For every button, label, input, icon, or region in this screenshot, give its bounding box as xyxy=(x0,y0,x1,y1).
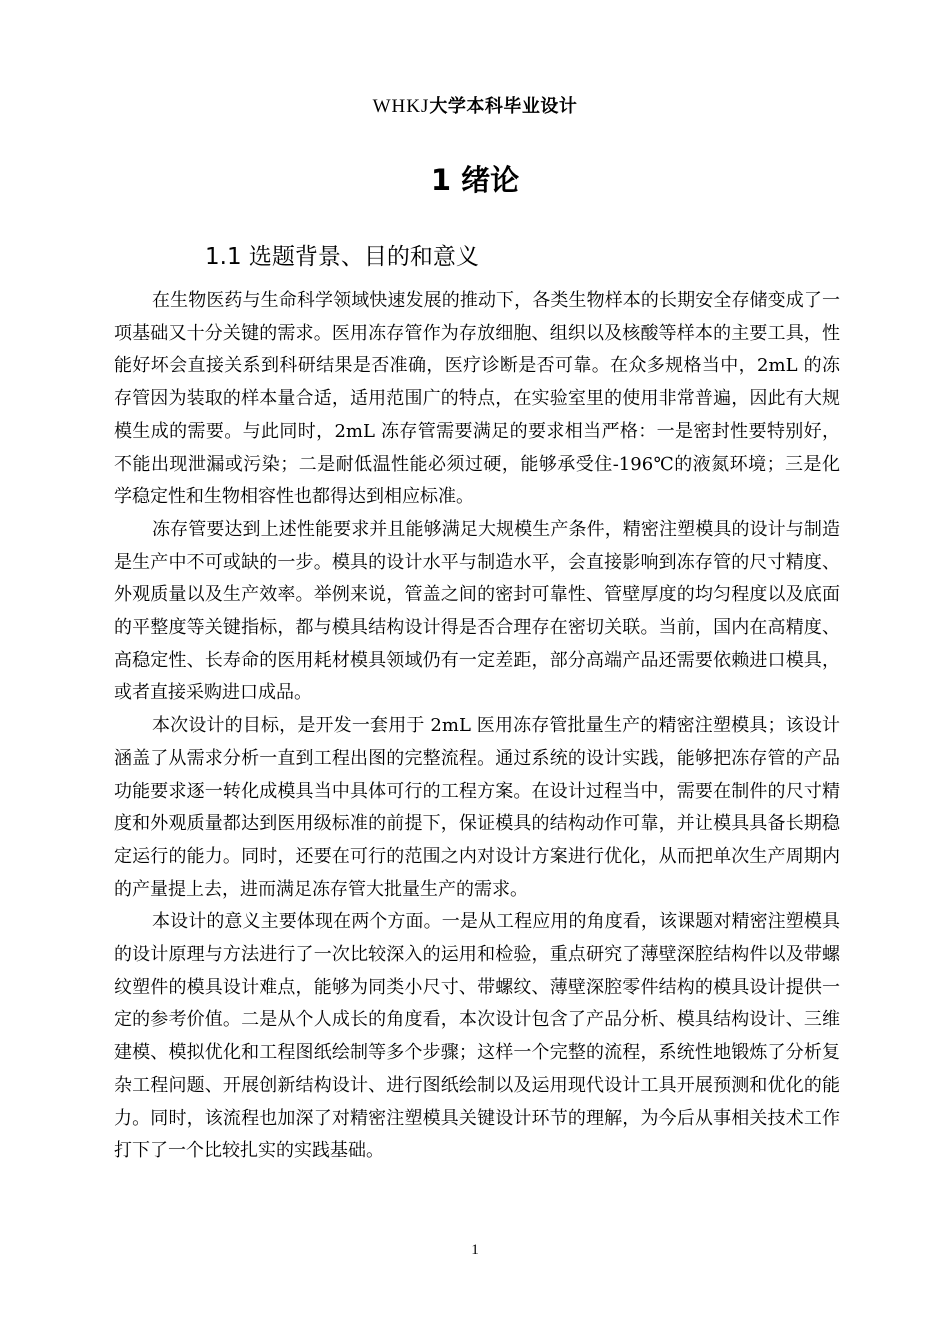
page-number: 1 xyxy=(471,1242,479,1258)
paragraph-significance: 本设计的意义主要体现在两个方面。一是从工程应用的角度看，该课题对精密注塑模具的设计原理与方法进行了一次比较深入的运用和检验，重点研究了薄壁深腔结构件以及带螺纹塑件的模具设计难点，能够为同类小尺寸、带螺纹、薄壁深腔零件结构的模具设计提供一定的参考价值。二是从个人成长的角度看，本次设计包含了产品分析、模具结构设计、三维建模、模拟优化和工程图纸绘制等多个步骤；这样一个完整的流程，系统性地锻炼了分析复杂工程问题、开展创新结构设计、进行图纸绘制以及运用现代设计工具开展预测和优化的能力。同时，该流程也加深了对精密注塑模具关键设计环节的理解，为今后从事相关技术工作打下了一个比较扎实的实践基础。 xyxy=(114,911,840,1162)
header-title: 大学本科毕业设计 xyxy=(429,96,578,117)
paragraph-design-goal: 本次设计的目标，是开发一套用于 2mL 医用冻存管批量生产的精密注塑模具；该设计涵盖了从需求分析一直到工程出图的完整流程。通过系统的设计实践，能够把冻存管的产品功能要求逐一转化成模具当中具体可行的工程方案。在设计过程当中，需要在制件的尺寸精度和外观质量都达到医用级标准的前提下，保证模具的结构动作可靠，并让模具具备长期稳定运行的能力。同时，还要在可行的范围之内对设计方案进行优化，从而把单次生产周期内的产量提上去，进而满足冻存管大批量生产的需求。 xyxy=(114,715,840,900)
chapter-title: 1 绪论 xyxy=(430,163,520,197)
header-school-name: WHKJ xyxy=(372,96,430,117)
body-text xyxy=(114,285,840,1168)
section-title: 1.1 选题背景、目的和意义 xyxy=(205,244,479,270)
paragraph-mold-importance: 冻存管要达到上述性能要求并且能够满足大规模生产条件，精密注塑模具的设计与制造是生产中不可或缺的一步。模具的设计水平与制造水平，会直接影响到冻存管的尺寸精度、外观质量以及生产效率。举例来说，管盖之间的密封可靠性、管壁厚度的均匀程度以及底面的平整度等关键指标，都与模具结构设计得是否合理存在密切关联。当前，国内在高精度、高稳定性、长寿命的医用耗材模具领域仍有一定差距，部分高端产品还需要依赖进口模具，或者直接采购进口成品。 xyxy=(114,518,840,704)
running-header xyxy=(0,92,950,121)
paragraph-background: 在生物医药与生命科学领域快速发展的推动下，各类生物样本的长期安全存储变成了一项基础又十分关键的需求。医用冻存管作为存放细胞、组织以及核酸等样本的主要工具，性能好坏会直接关系到科研结果是否准确，医疗诊断是否可靠。在众多规格当中，2mL 的冻存管因为装取的样本量合适，适用范围广的特点，在实验室里的使用非常普遍，因此有大规模生成的需要。与此同时，2mL 冻存管需要满足的要求相当严格：一是密封性要特别好，不能出现泄漏或污染；二是耐低温性能必须过硬，能够承受住-196℃的液氮环境；三是化学稳定性和生物相容性也都得达到相应标准。 xyxy=(114,290,840,508)
